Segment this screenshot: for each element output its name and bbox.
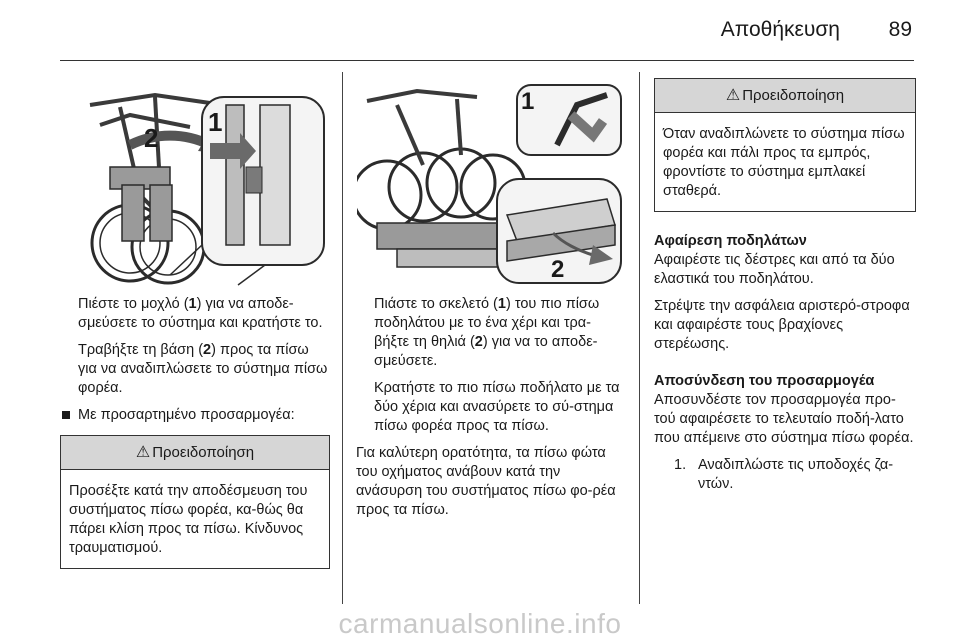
warning-header-1: ⚠ Προειδοποίηση: [61, 436, 329, 470]
remove-bikes-p2: Στρέψτε την ασφάλεια αριστερό-στροφα και αφαιρέστε τους βραχίονες στερέωσης.: [654, 298, 910, 352]
bullet-with-adapter: Με προσαρτημένο προσαρμογέα:: [60, 406, 330, 425]
page-number: 89: [888, 18, 912, 41]
heading-remove-bikes: Αφαίρεση ποδηλάτων: [654, 233, 807, 249]
step-release-lever: Πιέστε το μοχλό (1) για να αποδε-σμεύσετε το σύστημα και κρατήστε το.: [78, 296, 323, 331]
figure-carrier-fold-illustration: [60, 75, 328, 287]
column-divider-2: [639, 72, 640, 604]
note-rear-lights: Για καλύτερη ορατότητα, τα πίσω φώτα του οχήματος ανάβουν κατά την ανάσυρση του συστήματος πίσω φο-ρέα προς τα πίσω.: [356, 445, 616, 518]
list-item: 1. Αναδιπλώστε τις υποδοχές ζα-ντών.: [674, 457, 894, 492]
warning-box-1: [60, 435, 330, 569]
step-retract-carrier: Κρατήστε το πιο πίσω ποδήλατο με τα δύο χέρια και ανασύρετε το σύ-στημα πίσω φορέα προς τα πίσω.: [374, 380, 620, 434]
warning-text-2: Όταν αναδιπλώνετε το σύστημα πίσω φορέα και πάλι προς τα εμπρός, φροντίστε το σύστημα εμπλακεί σταθερά.: [663, 126, 905, 199]
disconnect-adapter-p1: Αποσυνδέστε τον προσαρμογέα προ-τού αφαιρέσετε το τελευταίο ποδή-λατο που απέμεινε στο σύστημα πίσω φορέα.: [654, 392, 914, 446]
warning-triangle-icon: ⚠: [135, 444, 151, 461]
remove-bikes-p1: Αφαιρέστε τις δέστρες και από τα δύο ελαστικά του ποδηλάτου.: [654, 252, 895, 287]
step-grab-frame: Πιάστε το σκελετό (1) του πιο πίσω ποδηλάτου με το ένα χέρι και τρα-βήξτε τη θηλιά (2) για να το αποδε-σμεύσετε.: [374, 296, 600, 369]
header-divider: [60, 60, 914, 61]
column-2: [356, 295, 626, 528]
figure2-label-2: 2: [551, 256, 565, 283]
step-pull-base: Τραβήξτε τη βάση (2) προς τα πίσω για να αναδιπλώσετε το σύστημα πίσω φορέα.: [78, 342, 328, 396]
page-section-title: Αποθήκευση: [720, 18, 840, 41]
warning-text-1: Προσέξτε κατά την αποδέσμευση του συστήματος πίσω φορέα, κα-θώς θα πάρει κλίση προς τα πίσω. Κίνδυνος τραυματισμού.: [69, 483, 308, 556]
watermark: carmanualsonline.info: [338, 608, 622, 639]
figure1-label-2: 2: [144, 123, 159, 153]
figure1-label-1: 1: [208, 107, 223, 137]
heading-disconnect-adapter: Αποσύνδεση του προσαρμογέα: [654, 373, 875, 389]
warning-triangle-icon: ⚠: [725, 87, 741, 104]
figure2-label-1: 1: [521, 88, 535, 115]
column-1: [60, 295, 330, 569]
column-divider-1: [342, 72, 343, 604]
figure-bikes-on-carrier-illustration: [357, 75, 625, 287]
warning-box-2: [654, 78, 916, 212]
warning-header-2: ⚠ Προειδοποίηση: [655, 79, 915, 113]
column-3: [654, 78, 916, 494]
